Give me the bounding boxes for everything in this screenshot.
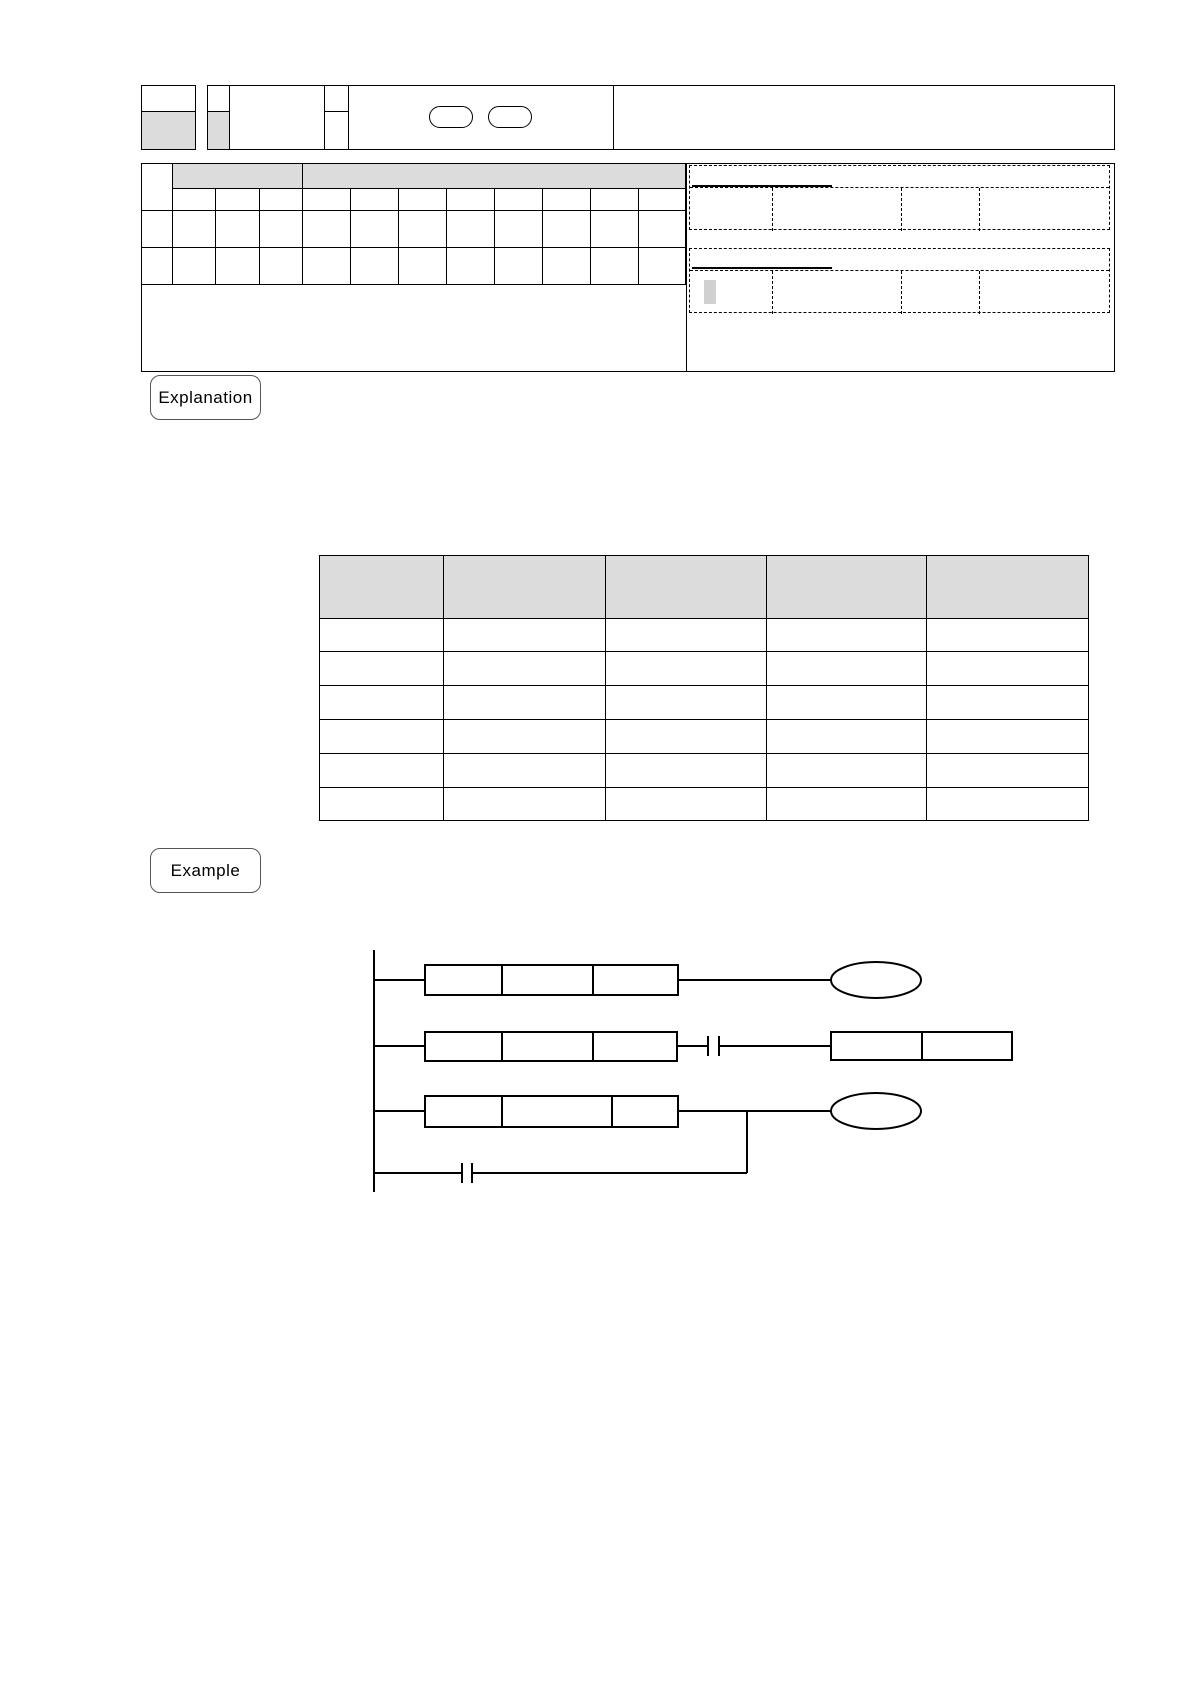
rung-2-compare-block: [425, 1032, 677, 1061]
explanation-badge: Explanation: [150, 375, 261, 420]
example-badge: Example: [150, 848, 261, 893]
rung-3-coil: [831, 1093, 921, 1129]
rung-3-compare-block: [425, 1096, 678, 1127]
rung-1-coil: [831, 962, 921, 998]
rung-1-compare-block: [425, 965, 678, 995]
